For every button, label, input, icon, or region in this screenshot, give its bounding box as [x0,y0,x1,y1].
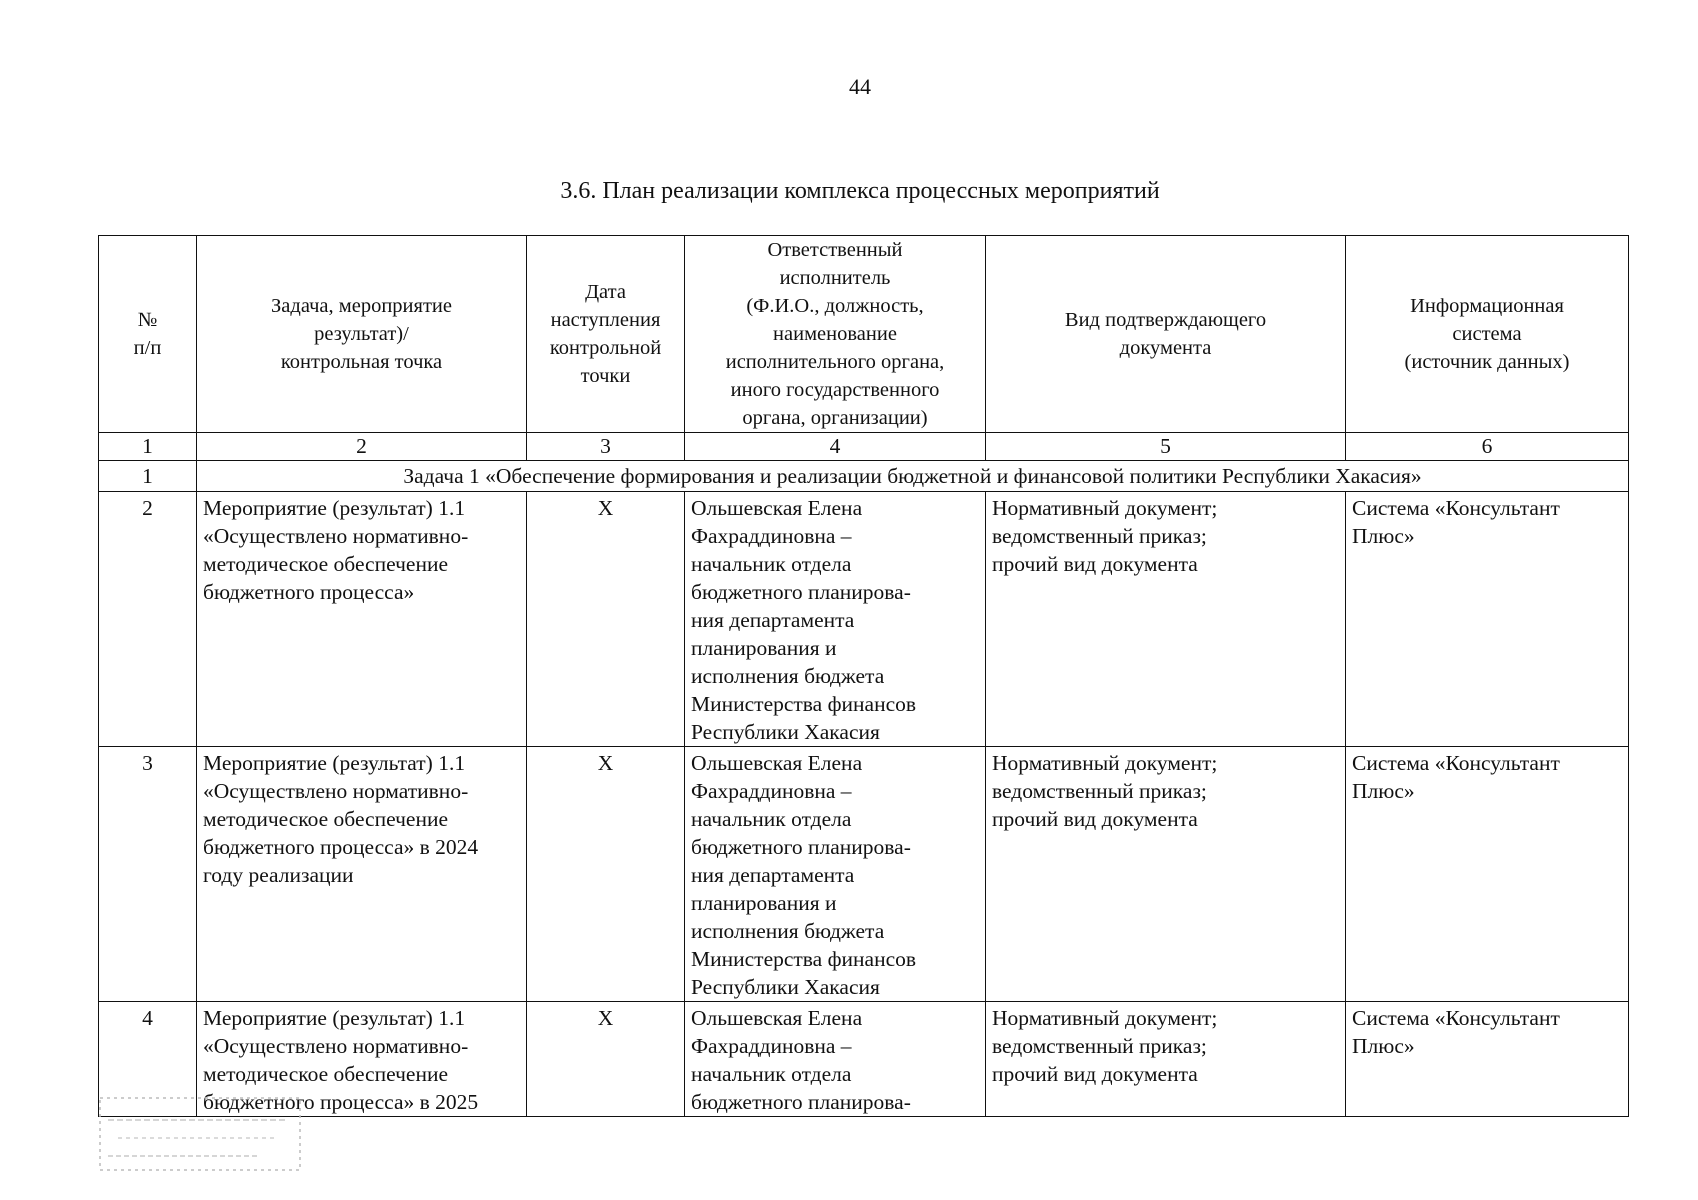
row-system: Система «Консультант Плюс» [1346,492,1629,747]
row-event: Мероприятие (результат) 1.1 «Осуществлено нормативно- методическое обеспечение бюджетного процесса» в 2025 [197,1002,527,1117]
row-responsible: Ольшевская Елена Фахраддиновна – начальник отдела бюджетного планирова- ния департамента планирования и исполнения бюджета Министерства финансов Республики Хакасия [685,492,986,747]
column-number-row [99,433,1629,461]
row-event: Мероприятие (результат) 1.1 «Осуществлено нормативно- методическое обеспечение бюджетного процесса» в 2024 году реализации [197,747,527,1002]
header-system: Информационная система (источник данных) [1346,236,1629,433]
header-number: № п/п [99,236,197,433]
table-row [99,1002,1629,1117]
row-date: X [527,747,685,1002]
faded-stamp-mark [98,1090,308,1175]
page-number: 44 [849,74,871,99]
table-row [99,747,1629,1002]
row-document: Нормативный документ; ведомственный приказ; прочий вид документа [986,747,1346,1002]
column-number: 6 [1346,433,1629,461]
row-number: 4 [99,1002,197,1117]
row-document: Нормативный документ; ведомственный приказ; прочий вид документа [986,1002,1346,1117]
row-number: 2 [99,492,197,747]
column-number: 4 [685,433,986,461]
document-title: 3.6. План реализации комплекса процессных мероприятий [560,178,1160,204]
stamp-graphic [98,1090,308,1175]
column-number: 3 [527,433,685,461]
column-number: 5 [986,433,1346,461]
header-row [99,236,1629,433]
row-system: Система «Консультант Плюс» [1346,747,1629,1002]
row-date: X [527,1002,685,1117]
header-date: Дата наступления контрольной точки [527,236,685,433]
header-document: Вид подтверждающего документа [986,236,1346,433]
row-responsible: Ольшевская Елена Фахраддиновна – начальник отдела бюджетного планирова- ния департамента планирования и исполнения бюджета Министерства финансов Республики Хакасия [685,747,986,1002]
row-system: Система «Консультант Плюс» [1346,1002,1629,1117]
task-text: Задача 1 «Обеспечение формирования и реализации бюджетной и финансовой политики Республики Хакасия» [197,461,1629,492]
header-task: Задача, мероприятие результат)/ контрольная точка [197,236,527,433]
table-row [99,492,1629,747]
header-responsible: Ответственный исполнитель (Ф.И.О., должность, наименование исполнительного органа, иного государственного органа, организации) [685,236,986,433]
row-number: 3 [99,747,197,1002]
row-date: X [527,492,685,747]
column-number: 1 [99,433,197,461]
row-responsible: Ольшевская Елена Фахраддиновна – начальник отдела бюджетного планирова- [685,1002,986,1117]
task-number: 1 [99,461,197,492]
task-row [99,461,1629,492]
row-event: Мероприятие (результат) 1.1 «Осуществлено нормативно- методическое обеспечение бюджетного процесса» [197,492,527,747]
column-number: 2 [197,433,527,461]
implementation-plan-table [98,235,1629,1117]
row-document: Нормативный документ; ведомственный приказ; прочий вид документа [986,492,1346,747]
